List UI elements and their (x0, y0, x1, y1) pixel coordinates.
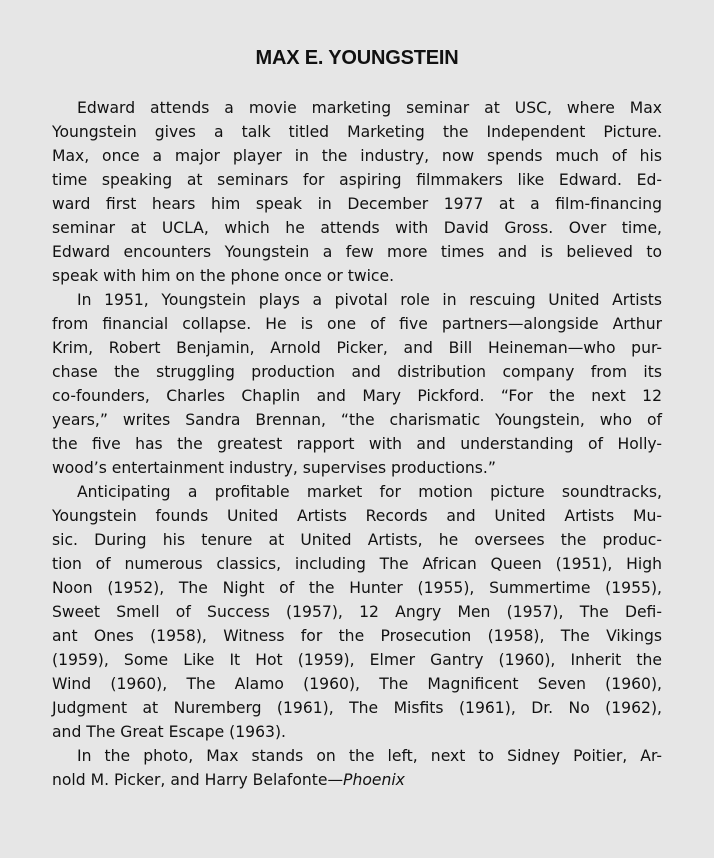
text-line (52, 768, 662, 792)
text-line: co-founders, Charles Chaplin and Mary Pickford. “For the next 12 (52, 387, 662, 405)
text-line: ant Ones (1958), Witness for the Prosecution (1958), The Vikings (52, 627, 662, 645)
text-line: tion of numerous classics, including The African Queen (1951), High (52, 555, 662, 573)
text-line: Max, once a major player in the industry, now spends much of his (52, 147, 662, 165)
text-line: from financial collapse. He is one of five partners—alongside Arthur (52, 315, 662, 333)
text-segment: nold M. Picker, and Harry Belafonte— (52, 771, 344, 789)
text-line: wood’s entertainment industry, supervises productions.” (52, 459, 496, 477)
paragraph (52, 480, 662, 744)
text-line: Youngstein gives a talk titled Marketing the Independent Picture. (52, 123, 662, 141)
text-line: years,” writes Sandra Brennan, “the charismatic Youngstein, who of (52, 411, 662, 429)
photo-credit: Phoenix (343, 771, 405, 789)
paragraph (52, 96, 662, 288)
text-line: seminar at UCLA, which he attends with David Gross. Over time, (52, 219, 662, 237)
text-line: Youngstein founds United Artists Records and United Artists Mu- (52, 507, 662, 525)
text-line: speak with him on the phone once or twice. (52, 267, 395, 285)
paragraph (52, 288, 662, 480)
text-line: the five has the greatest rapport with and understanding of Holly- (52, 435, 662, 453)
text-line: Noon (1952), The Night of the Hunter (1955), Summertime (1955), (52, 579, 662, 597)
text-line: Sweet Smell of Success (1957), 12 Angry Men (1957), The Defi- (52, 603, 662, 621)
paragraph (52, 744, 662, 792)
article-body (52, 96, 662, 792)
text-line: In 1951, Youngstein plays a pivotal role in rescuing United Artists (77, 291, 662, 309)
text-line: and The Great Escape (1963). (52, 723, 286, 741)
page-title: MAX E. YOUNGSTEIN (255, 47, 459, 69)
text-line: chase the struggling production and distribution company from its (52, 363, 662, 381)
text-line: Edward attends a movie marketing seminar at USC, where Max (77, 99, 662, 117)
text-line: Wind (1960), The Alamo (1960), The Magnificent Seven (1960), (52, 675, 662, 693)
text-line: Anticipating a profitable market for motion picture soundtracks, (77, 483, 662, 501)
text-line: In the photo, Max stands on the left, next to Sidney Poitier, Ar- (77, 747, 662, 765)
text-line: Judgment at Nuremberg (1961), The Misfits (1961), Dr. No (1962), (52, 699, 662, 717)
text-line: (1959), Some Like It Hot (1959), Elmer Gantry (1960), Inherit the (52, 651, 662, 669)
text-line: Krim, Robert Benjamin, Arnold Picker, and Bill Heineman—who pur- (52, 339, 662, 357)
text-line: sic. During his tenure at United Artists, he oversees the produc- (52, 531, 662, 549)
text-line: Edward encounters Youngstein a few more times and is believed to (52, 243, 662, 261)
text-line: ward first hears him speak in December 1977 at a film-financing (52, 195, 662, 213)
text-line: time speaking at seminars for aspiring filmmakers like Edward. Ed- (52, 171, 662, 189)
